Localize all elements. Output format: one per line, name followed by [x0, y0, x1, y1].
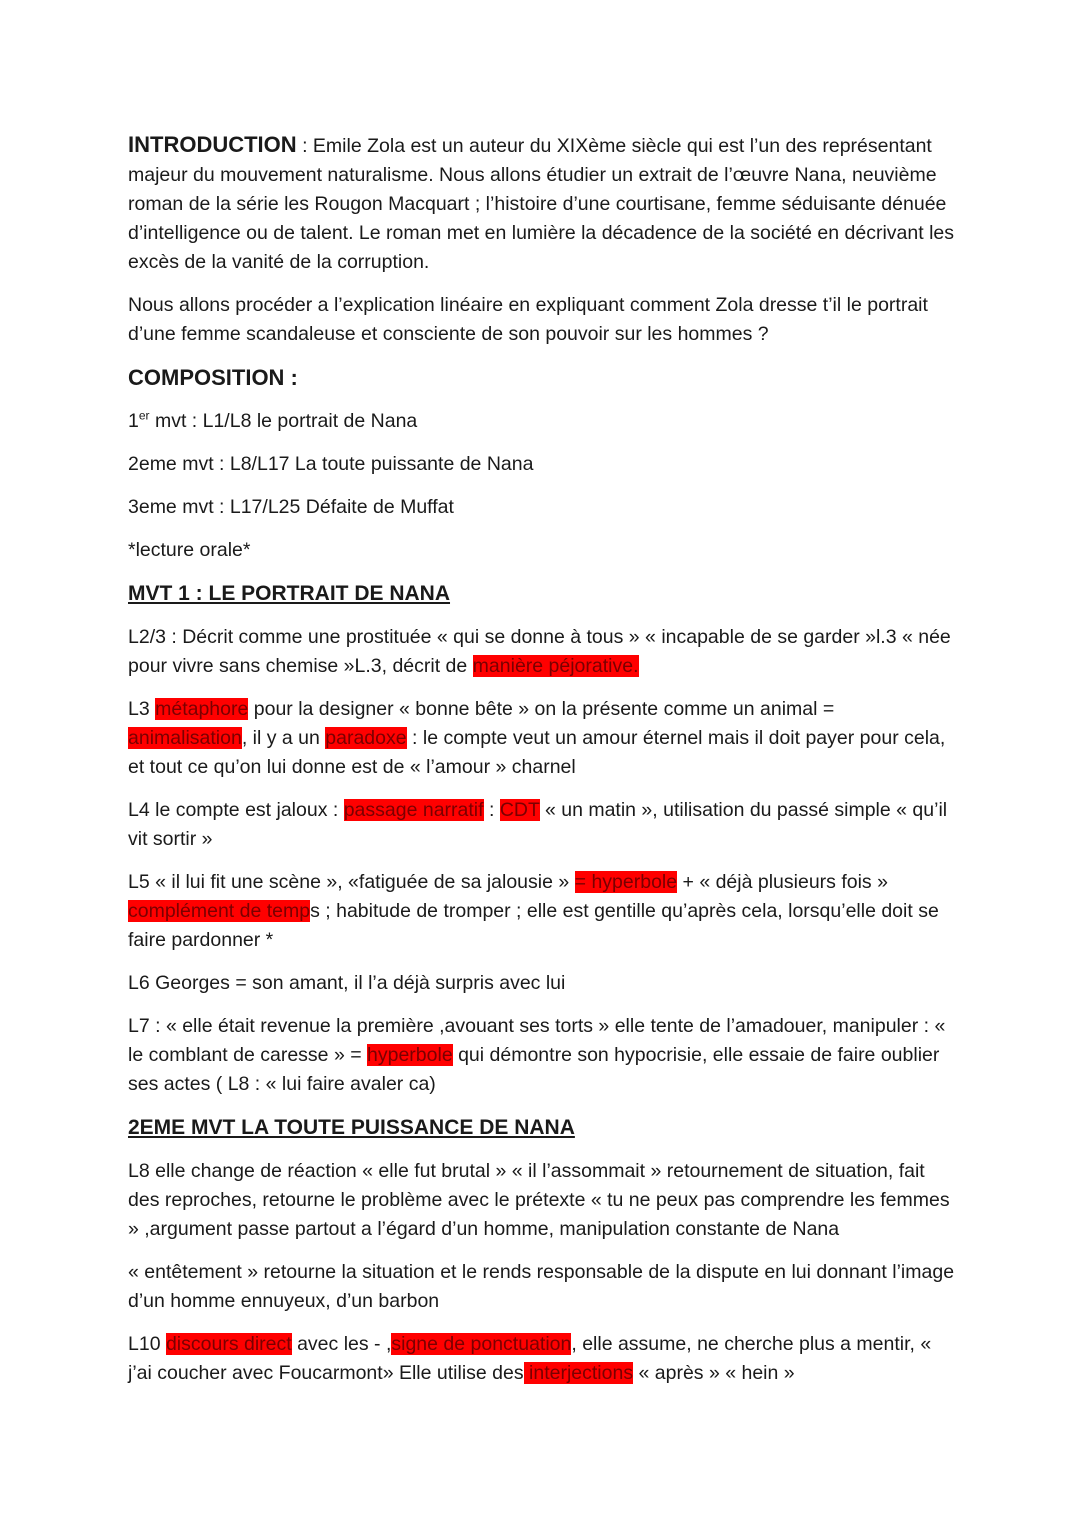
mvt2-paragraph-3 — [128, 1330, 958, 1388]
mvt1-superscript: er — [138, 408, 150, 423]
highlight-cdt: CDT — [499, 799, 540, 821]
text-run: L5 « il lui fit une scène », «fatiguée de sa jalousie » — [128, 871, 575, 893]
mvt1-paragraph-1 — [128, 623, 958, 681]
intro-paragraph — [128, 130, 958, 277]
highlight-discours-direct: discours direct — [165, 1333, 292, 1355]
intro-heading: INTRODUCTION — [128, 132, 297, 157]
highlight-paradoxe: paradoxe — [325, 727, 407, 749]
text-run: avec les - , — [291, 1333, 392, 1355]
text-run: L3 — [128, 698, 156, 720]
text-run: : — [483, 799, 500, 821]
text-run: « un matin », utilisation du passé simple « qu’il vit sortir » — [128, 799, 948, 850]
mvt1-paragraph-4 — [128, 868, 958, 955]
mvt1-paragraph-6 — [128, 1012, 958, 1099]
mvt1-text: mvt : L1/L8 le portrait de Nana — [149, 410, 418, 432]
composition-mvt-3: 3eme mvt : L17/L25 Défaite de Muffat — [128, 496, 454, 518]
intro-text: Emile Zola est un auteur du XIXème siècle qui est l’un des représentant majeur du mouvement naturalisme. Nous allons étudier un extrait de l’œuvre Nana, neuvième roman de la série les Rougon Macquart ; l’histoire d’une courtisane, femme séduisante dénuée d’intelligence ou de talent. Le roman met en lumière la décadence de la société en décrivant les excès de la vanité de la corruption. — [128, 135, 955, 273]
text-run: L10 — [128, 1333, 166, 1355]
mvt1-paragraph-3 — [128, 796, 958, 854]
intro-separator: : — [296, 135, 313, 157]
mvt2-paragraph-2: « entêtement » retourne la situation et le rends responsable de la dispute en lui donnant l’image d’un homme ennuyeux, d’un barbon — [128, 1261, 955, 1312]
text-run: : le compte veut un amour éternel mais il doit payer pour cela, et tout ce qu’on lui donne est de « l’amour » charnel — [128, 727, 946, 778]
text-run: , il y a un — [241, 727, 326, 749]
mvt1-number: 1 — [128, 410, 139, 432]
text-run: qui démontre son hypocrisie, elle essaie de faire oublier ses actes ( L8 : « lui faire avaler ca) — [128, 1044, 940, 1095]
composition-heading: COMPOSITION : — [128, 365, 298, 390]
highlight-hyperbole-2: hyperbole — [367, 1044, 453, 1066]
text-run: , elle assume, ne cherche plus a mentir, « j’ai coucher avec Foucarmont» Elle utilise des — [128, 1333, 932, 1384]
highlight-hyperbole: = hyperbole — [574, 871, 678, 893]
document-content — [128, 130, 958, 1402]
lecture-orale-note: *lecture orale* — [128, 539, 251, 561]
text-run: + « déjà plusieurs fois » — [677, 871, 888, 893]
composition-mvt-1 — [128, 407, 958, 436]
problematic-question: Nous allons procéder a l’explication linéaire en expliquant comment Zola dresse t’il le portrait d’une femme scandaleuse et consciente de son pouvoir sur les hommes ? — [128, 294, 928, 345]
highlight-passage-narratif: passage narratif — [343, 799, 484, 821]
text-run: s ; habitude de tromper ; elle est gentille qu’après cela, lorsqu’elle doit se faire pardonner * — [128, 900, 939, 951]
mvt2-paragraph-1: L8 elle change de réaction « elle fut brutal » « il l’assommait » retournement de situation, fait des reproches, retourne le problème avec le prétexte « tu ne peux pas comprendre les femmes » ,argument passe partout a l’égard d’un homme, manipulation constante de Nana — [128, 1160, 950, 1240]
highlight-animalisation: animalisation — [128, 727, 242, 749]
highlight-complement-de-temps: complément de temp — [128, 900, 311, 922]
text-run: « après » « hein » — [633, 1362, 795, 1384]
mvt1-paragraph-5: L6 Georges = son amant, il l’a déjà surpris avec lui — [128, 972, 566, 994]
highlight-interjections: interjections — [523, 1362, 634, 1384]
mvt1-title: MVT 1 : LE PORTRAIT DE NANA — [128, 582, 451, 605]
highlight-signe-de-ponctuation: signe de ponctuation — [391, 1333, 572, 1355]
text-run: L4 le compte est jaloux : — [128, 799, 344, 821]
mvt2-title: 2EME MVT LA TOUTE PUISSANCE DE NANA — [128, 1116, 575, 1139]
text-run: pour la designer « bonne bête » on la présente comme un animal = — [248, 698, 835, 720]
composition-mvt-2: 2eme mvt : L8/L17 La toute puissante de Nana — [128, 453, 534, 475]
mvt1-paragraph-2 — [128, 695, 958, 782]
highlight-maniere-pejorative: manière péjorative. — [472, 655, 639, 677]
highlight-metaphore: métaphore — [155, 698, 249, 720]
text-run: L7 : « elle était revenue la première ,avouant ses torts » elle tente de l’amadouer, manipuler : « le comblant de caresse » = — [128, 1015, 946, 1066]
text-run: L2/3 : Décrit comme une prostituée « qui se donne à tous » « incapable de se garder »l.3 « née pour vivre sans chemise »L.3, décrit de — [128, 626, 951, 677]
